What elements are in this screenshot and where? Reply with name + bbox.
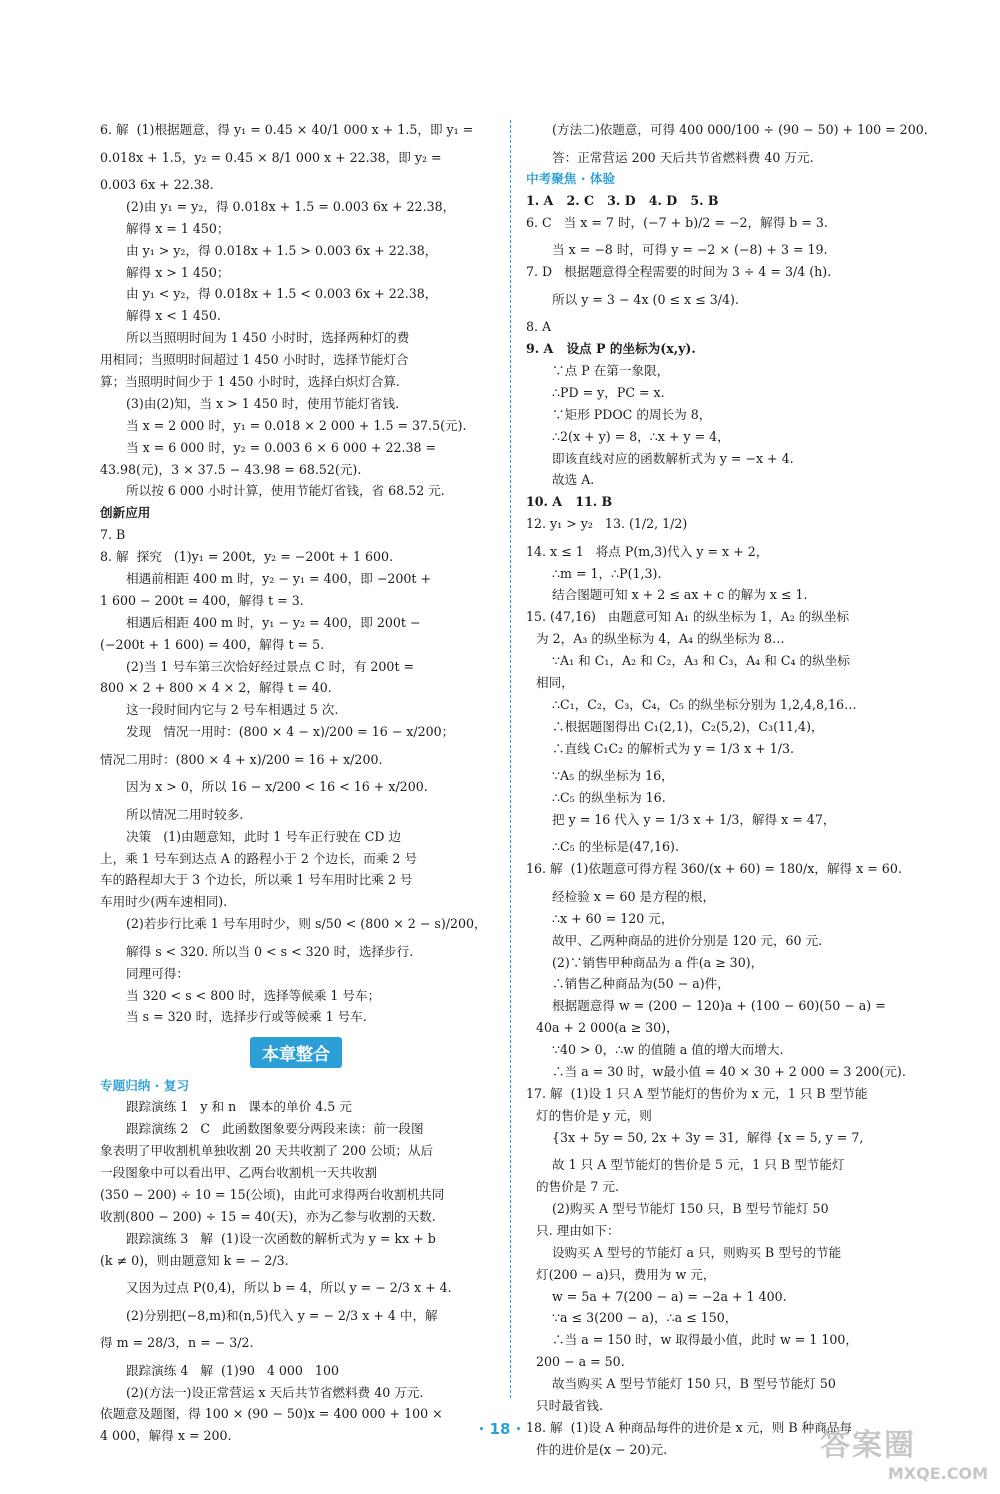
text-line: ∴C₅ 的坐标是(47,16). xyxy=(552,839,679,855)
text-line: ∴当 a = 150 时，w 取得最小值，此时 w = 1 100， xyxy=(552,1332,859,1348)
text-line: 的售价是 7 元. xyxy=(536,1179,619,1195)
text-line: (2)∵销售甲种商品为 a 件(a ≥ 30)， xyxy=(552,954,764,970)
text-line: (2)购买 A 型号节能灯 150 只，B 型号节能灯 50 xyxy=(552,1200,829,1216)
text-line: (350 − 200) ÷ 10 = 15(公顷)，由此可求得两台收割机共同 xyxy=(100,1186,445,1202)
text-line: 解得 x > 1 450； xyxy=(126,264,230,280)
text-line: (2)当 1 号车第三次恰好经过景点 C 时，有 200t = xyxy=(126,658,415,674)
text-line: 由 y₁ < y₂，得 0.018x + 1.5 < 0.003 6x + 22.38， xyxy=(126,286,438,302)
text-line: 又因为过点 P(0,4)，所以 b = 4，所以 y = − 2/3 x + 4. xyxy=(126,1280,452,1296)
text-line: 收割(800 − 200) ÷ 15 = 40(天)，亦为乙参与收割的天数. xyxy=(100,1208,436,1224)
text-line: 14. x ≤ 1 将点 P(m,3)代入 y = x + 2， xyxy=(526,543,769,559)
text-line: 当 x = 6 000 时，y₂ = 0.003 6 × 6 000 + 22.38 = xyxy=(126,439,437,455)
text-line: (方法二)依题意，可得 400 000/100 ÷ (90 − 50) + 100 = 200. xyxy=(552,122,928,137)
text-line: w = 5a + 7(200 − a) = −2a + 1 400. xyxy=(552,1288,787,1304)
text-line: 解得 x = 1 450； xyxy=(126,220,230,236)
text-line: 根据题意得 w = (200 − 120)a + (100 − 60)(50 − a) = xyxy=(552,998,886,1014)
text-line: ∵矩形 PDOC 的周长为 8， xyxy=(552,406,712,422)
text-line: 1. A 2. C 3. D 4. D 5. B xyxy=(526,192,719,208)
text-line: 15. (47,16) 由题意可知 A₁ 的纵坐标为 1，A₂ 的纵坐标 xyxy=(526,609,850,625)
text-line: 相遇后相距 400 m 时，y₁ − y₂ = 400，即 200t − xyxy=(126,614,421,630)
text-line: 故 1 只 A 型节能灯的售价是 5 元，1 只 B 型节能灯 xyxy=(552,1157,845,1173)
text-line: 所以按 6 000 小时计算，使用节能灯省钱，省 68.52 元. xyxy=(126,483,445,499)
text-line: 16. 解 (1)依题意可得方程 360/(x + 60) = 180/x，解得 x = 60. xyxy=(526,861,902,877)
text-line: 相同， xyxy=(536,675,574,691)
text-line: ∴销售乙种商品为(50 − a)件， xyxy=(552,976,730,992)
text-line: ∵A₁ 和 C₁，A₂ 和 C₂，A₃ 和 C₃，A₄ 和 C₄ 的纵坐标 xyxy=(552,653,850,669)
text-line: 10. A 11. B xyxy=(526,494,613,510)
text-line: 0.003 6x + 22.38. xyxy=(100,177,214,192)
text-line: 800 × 2 + 800 × 4 × 2，解得 t = 40. xyxy=(100,680,332,696)
left-column xyxy=(100,116,492,1450)
text-line: 一段图象中可以看出甲、乙两台收割机一天共收割 xyxy=(100,1165,378,1181)
text-line: 同理可得： xyxy=(126,965,189,981)
text-line: 所以当照明时间为 1 450 小时时，选择两种灯的费 xyxy=(126,330,410,346)
text-line: 当 x = 2 000 时，y₁ = 0.018 × 2 000 + 1.5 = 37.5(元). xyxy=(126,417,467,433)
text-line: 车用时少(两车速相同). xyxy=(100,894,228,910)
text-line: 依题意及题图，得 100 × (90 − 50)x = 400 000 + 100 × xyxy=(100,1406,443,1422)
text-line: 故甲、乙两种商品的进价分别是 120 元，60 元. xyxy=(552,932,823,948)
text-line: ∴直线 C₁C₂ 的解析式为 y = 1/3 x + 1/3. xyxy=(552,740,795,756)
text-line: ∴m = 1，∴P(1,3). xyxy=(552,565,662,581)
text-line: 车的路程却大于 3 个边长，所以乘 1 号车用时比乘 2 号 xyxy=(100,872,413,888)
text-line: ∴PD = y，PC = x. xyxy=(552,384,665,400)
text-line: 为 2，A₃ 的纵坐标为 4，A₄ 的纵坐标为 8… xyxy=(536,631,785,647)
text-line: 经检验 x = 60 是方程的根， xyxy=(552,888,716,904)
chapter-heading xyxy=(100,1037,492,1068)
text-line: 当 x = −8 时，可得 y = −2 × (−8) + 3 = 19. xyxy=(552,242,828,258)
text-line: 故选 A. xyxy=(552,472,595,488)
text-line: 跟踪演练 3 解 (1)设一次函数的解析式为 y = kx + b xyxy=(126,1230,436,1246)
text-line: 灯(200 − a)只，费用为 w 元， xyxy=(536,1266,716,1282)
text-line: (2)由 y₁ = y₂，得 0.018x + 1.5 = 0.003 6x + 22.38， xyxy=(126,198,456,214)
text-line: ∵点 P 在第一象限， xyxy=(552,362,670,378)
text-line: 算；当照明时间少于 1 450 小时时，选择白炽灯合算. xyxy=(100,374,400,390)
watermark-logo-text: 答案圈 xyxy=(820,1428,916,1463)
text-line: 8. A xyxy=(526,319,552,335)
page-number: · 18 · xyxy=(478,1420,522,1438)
section-heading: 中考聚焦 · 体验 xyxy=(526,171,616,187)
text-line: ∴根据题图得出 C₁(2,1)，C₂(5,2)，C₃(11,4)， xyxy=(552,718,824,734)
watermark-url: MXQE.COM xyxy=(887,1464,988,1483)
text-line: 1 600 − 200t = 400，解得 t = 3. xyxy=(100,592,304,608)
watermark-logo xyxy=(820,1420,988,1483)
text-line: 40a + 2 000(a ≥ 30)， xyxy=(536,1020,679,1036)
text-line: 当 s = 320 时，选择步行或等候乘 1 号车. xyxy=(126,1009,367,1025)
text-line: 用相同；当照明时间超过 1 450 小时时，选择节能灯合 xyxy=(100,352,409,368)
text-line: 0.018x + 1.5，y₂ = 0.45 × 8/1 000 x + 22.38，即 y₂ = xyxy=(100,149,442,165)
text-line: 决策 (1)由题意知，此时 1 号车正行驶在 CD 边 xyxy=(126,828,402,844)
text-line: 跟踪演练 1 y 和 n 课本的单价 4.5 元 xyxy=(126,1099,352,1115)
text-line: 200 − a = 50. xyxy=(536,1354,625,1370)
text-line: ∴x + 60 = 120 元， xyxy=(552,910,674,926)
text-line: 设购买 A 型号的节能灯 a 只，则购买 B 型号的节能 xyxy=(552,1244,842,1260)
text-line: 7. B xyxy=(100,527,126,543)
text-line: ∵a ≤ 3(200 − a)，∴a ≤ 150， xyxy=(552,1310,738,1326)
text-line: (2)若步行比乘 1 号车用时少，则 s/50 < (800 × 2 − s)/200， xyxy=(126,916,487,932)
text-line: 结合图题可知 x + 2 ≤ ax + c 的解为 x ≤ 1. xyxy=(552,587,808,603)
text-line: ∴C₅ 的纵坐标为 16. xyxy=(552,790,666,806)
text-line: 解得 s < 320. 所以当 0 < s < 320 时，选择步行. xyxy=(126,943,414,959)
text-line: 相遇前相距 400 m 时，y₂ − y₁ = 400，即 −200t + xyxy=(126,571,432,587)
chapter-heading-label: 本章整合 xyxy=(250,1037,342,1068)
text-line: 跟踪演练 2 C 此函数图象要分两段来读：前一段图 xyxy=(126,1121,424,1137)
text-line: 即该直线对应的函数解析式为 y = −x + 4. xyxy=(552,450,794,466)
section-heading: 专题归纳 · 复习 xyxy=(100,1077,190,1093)
text-line: 8. 解 探究 (1)y₁ = 200t，y₂ = −200t + 1 600. xyxy=(100,549,394,565)
text-line: 件的进价是(x − 20)元. xyxy=(536,1441,668,1457)
text-line: 故当购买 A 型号节能灯 150 只，B 型号节能灯 50 xyxy=(552,1376,836,1392)
text-line: (−200t + 1 600) = 400，解得 t = 5. xyxy=(100,636,325,652)
text-line: ∴C₁，C₂，C₃，C₄，C₅ 的纵坐标分别为 1,2,4,8,16… xyxy=(552,696,857,712)
text-line: ∵40 > 0，∴w 的值随 a 值的增大而增大. xyxy=(552,1042,784,1058)
text-line: 跟踪演练 4 解 (1)90 4 000 100 xyxy=(126,1362,339,1378)
text-line: 象表明了甲收割机单独收割 20 天共收割了 200 公顷；从后 xyxy=(100,1143,434,1159)
text-line: 发现 情况一用时：(800 × 4 − x)/200 = 16 − x/200； xyxy=(126,724,455,740)
text-line: ∴2(x + y) = 8，∴x + y = 4， xyxy=(552,428,730,444)
text-line: 只时最省钱. xyxy=(536,1397,603,1413)
text-line: 创新应用 xyxy=(100,505,151,521)
text-line: 所以情况二用时较多. xyxy=(126,806,244,822)
text-line: 只. 理由如下： xyxy=(536,1222,620,1238)
text-line: 把 y = 16 代入 y = 1/3 x + 1/3，解得 x = 47， xyxy=(552,811,836,827)
text-line: 所以 y = 3 − 4x (0 ≤ x ≤ 3/4). xyxy=(552,291,739,307)
column-divider xyxy=(510,120,511,1398)
text-line: 因为 x > 0，所以 16 − x/200 < 16 < 16 + x/200. xyxy=(126,779,428,795)
text-line: 灯的售价是 y 元，则 xyxy=(536,1107,652,1123)
text-line: 这一段时间内它与 2 号车相遇过 5 次. xyxy=(126,702,339,718)
text-line: (2)分别把(−8,m)和(n,5)代入 y = − 2/3 x + 4 中，解 xyxy=(126,1307,438,1323)
text-line: 解得 x < 1 450. xyxy=(126,308,221,324)
text-line: 17. 解 (1)设 1 只 A 型节能灯的售价为 x 元，1 只 B 型节能 xyxy=(526,1085,868,1101)
text-line: 6. 解 (1)根据题意，得 y₁ = 0.45 × 40/1 000 x + 1.5，即 y₁ = xyxy=(100,122,474,137)
text-line: 4 000，解得 x = 200. xyxy=(100,1428,232,1444)
right-column xyxy=(526,116,946,1464)
text-line: (3)由(2)知，当 x > 1 450 时，使用节能灯省钱. xyxy=(126,395,400,411)
text-line: 43.98(元)，3 × 37.5 − 43.98 = 68.52(元). xyxy=(100,461,362,477)
text-line: 情况二用时：(800 × 4 + x)/200 = 16 + x/200. xyxy=(100,751,383,767)
text-line: ∵A₅ 的纵坐标为 16， xyxy=(552,768,674,784)
text-line: 18. 解 (1)设 A 种商品每件的进价是 x 元，则 B 种商品每 xyxy=(526,1419,853,1435)
text-line: 上，乘 1 号车到达点 A 的路程小于 2 个边长，而乘 2 号 xyxy=(100,850,418,866)
text-line: (2)(方法一)设正常营运 x 天后共节省燃料费 40 万元. xyxy=(126,1384,424,1400)
text-line: 6. C 当 x = 7 时，(−7 + b)/2 = −2，解得 b = 3. xyxy=(526,214,828,230)
text-line: 9. A 设点 P 的坐标为(x,y). xyxy=(526,341,696,357)
text-line: {3x + 5y = 50, 2x + 3y = 31, 解得 {x = 5, y = 7, xyxy=(552,1129,864,1145)
text-line: 7. D 根据题意得全程需要的时间为 3 ÷ 4 = 3/4 (h). xyxy=(526,264,832,280)
text-line: 得 m = 28/3，n = − 3/2. xyxy=(100,1335,254,1351)
text-line: 当 320 < s < 800 时，选择等候乘 1 号车； xyxy=(126,987,381,1003)
text-line: 由 y₁ > y₂，得 0.018x + 1.5 > 0.003 6x + 22.38， xyxy=(126,242,438,258)
text-line: (k ≠ 0)，则由题意知 k = − 2/3. xyxy=(100,1252,289,1268)
text-line: 答：正常营运 200 天后共节省燃料费 40 万元. xyxy=(552,149,814,165)
text-line: 12. y₁ > y₂ 13. (1/2, 1/2) xyxy=(526,516,688,532)
text-line: ∴当 a = 30 时，w最小值 = 40 × 30 + 2 000 = 3 200(元). xyxy=(552,1064,906,1079)
